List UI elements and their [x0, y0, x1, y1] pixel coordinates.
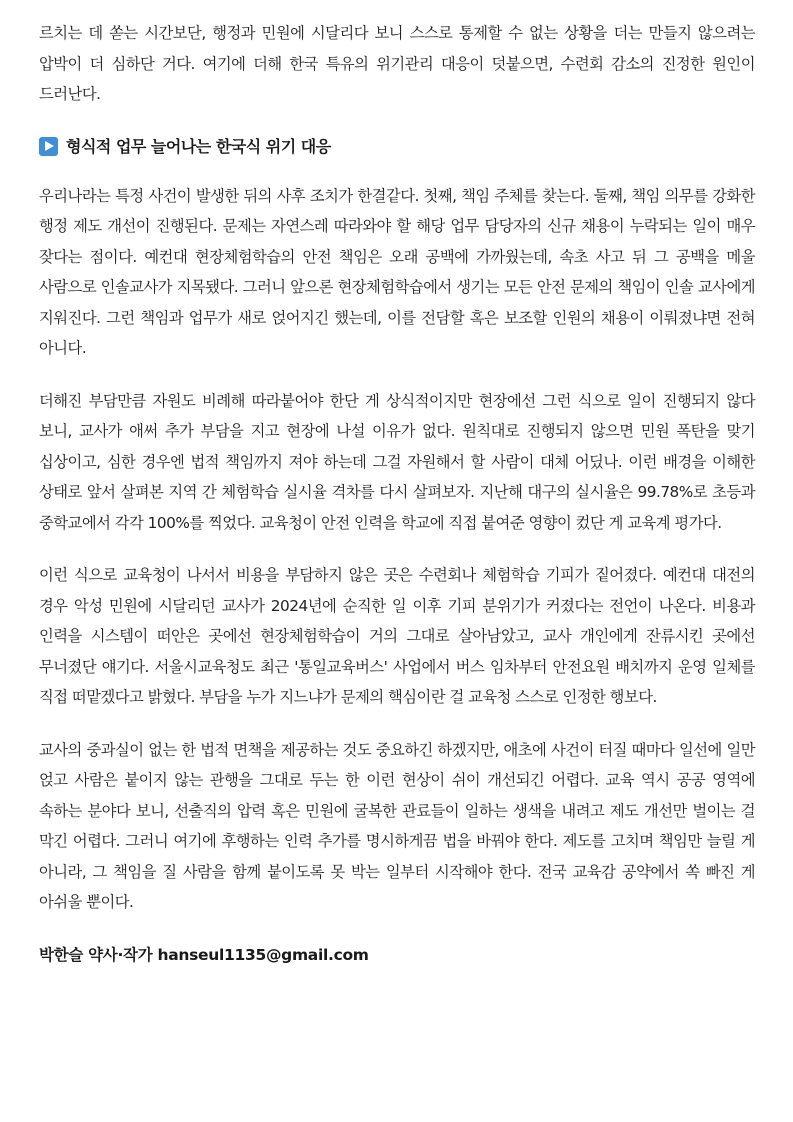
- author-byline: 박한슬 약사·작가 hanseul1135@gmail.com: [39, 945, 369, 964]
- intro-paragraph: 르치는 데 쏟는 시간보단, 행정과 민원에 시달리다 보니 스스로 통제할 수 없는 상황을 더는 만들지 않으려는 압박이 더 심하단 거다. 여기에 더해 한국 특유의 위기관리 대응이 덧붙으면, 수련회 감소의 진정한 원인이 드러난다.: [39, 24, 756, 103]
- article-body: [39, 18, 755, 970]
- play-arrow-icon: [39, 137, 58, 156]
- body-paragraph: 더해진 부담만큼 자원도 비례해 따라붙어야 한단 게 상식적이지만 현장에선 그런 식으로 일이 진행되지 않다 보니, 교사가 애써 추가 부담을 지고 현장에 나설 이유가 없다. 원칙대로 진행되지 않으면 민원 폭탄을 맞기 십상이고, 심한 경우엔 법적 책임까지 져야 하는데 그걸 자원해서 할 사람이 대체 어딨나. 이런 배경을 이해한 상태로 앞서 살펴본 지역 간 체험학습 실시율 격차를 다시 살펴보자. 지난해 대구의 실시율은 99.78%로 초등과 중학교에서 각각 100%를 찍었다. 교육청이 안전 인력을 학교에 직접 붙여준 영향이 컸단 게 교육계 평가다.: [39, 391, 755, 532]
- section-heading: [39, 132, 755, 162]
- body-paragraph: 이런 식으로 교육청이 나서서 비용을 부담하지 않은 곳은 수련회나 체험학습 기피가 짙어졌다. 예컨대 대전의 경우 악성 민원에 시달리던 교사가 2024년에 순직한 일 이후 기피 분위기가 커졌다는 전언이 나온다. 비용과 인력을 시스템이 떠안은 곳에선 현장체험학습이 거의 그대로 살아남았고, 교사 개인에게 잔류시킨 곳에선 무너졌단 얘기다. 서울시교육청도 최근 '통일교육버스' 사업에서 버스 임차부터 안전요원 배치까지 운영 일체를 직접 떠맡겠다고 밝혔다. 부담을 누가 지느냐가 문제의 핵심이란 걸 교육청 스스로 인정한 행보다.: [39, 566, 755, 706]
- body-paragraph: 교사의 중과실이 없는 한 법적 면책을 제공하는 것도 중요하긴 하겠지만, 애초에 사건이 터질 때마다 일선에 일만 얹고 사람은 붙이지 않는 관행을 그대로 두는 한 이런 현상이 쉬이 개선되긴 어렵다. 교육 역시 공공 영역에 속하는 분야다 보니, 선출직의 압력 혹은 민원에 굴복한 관료들이 일하는 생색을 내려고 제도 개선만 벌이는 걸 막긴 어렵다. 그러니 여기에 후행하는 인력 추가를 명시하게끔 법을 바꿔야 한다. 제도를 고치며 책임만 늘릴 게 아니라, 그 책임을 질 사람을 함께 붙이도록 못 박는 일부터 시작해야 한다. 전국 교육감 공약에서 쏙 빠진 게 아쉬울 뿐이다.: [39, 740, 755, 911]
- section-heading-text: 형식적 업무 늘어나는 한국식 위기 대응: [66, 136, 331, 156]
- body-paragraph: 우리나라는 특정 사건이 발생한 뒤의 사후 조치가 한결같다. 첫째, 책임 주체를 찾는다. 둘째, 책임 의무를 강화한 행정 제도 개선이 진행된다. 문제는 자연스레 따라와야 할 해당 업무 담당자의 신규 채용이 누락되는 일이 매우 잦다는 점이다. 예컨대 현장체험학습의 안전 책임은 오래 공백에 가까웠는데, 속초 사고 뒤 그 공백을 메울 사람으로 인솔교사가 지목됐다. 그러니 앞으론 현장체험학습에서 생기는 모든 안전 문제의 책임이 인솔 교사에게 지워진다. 그런 책임과 업무가 새로 얹어지긴 했는데, 이를 전담할 혹은 보조할 인원의 채용이 이뤄졌냐면 전혀 아니다.: [39, 186, 755, 357]
